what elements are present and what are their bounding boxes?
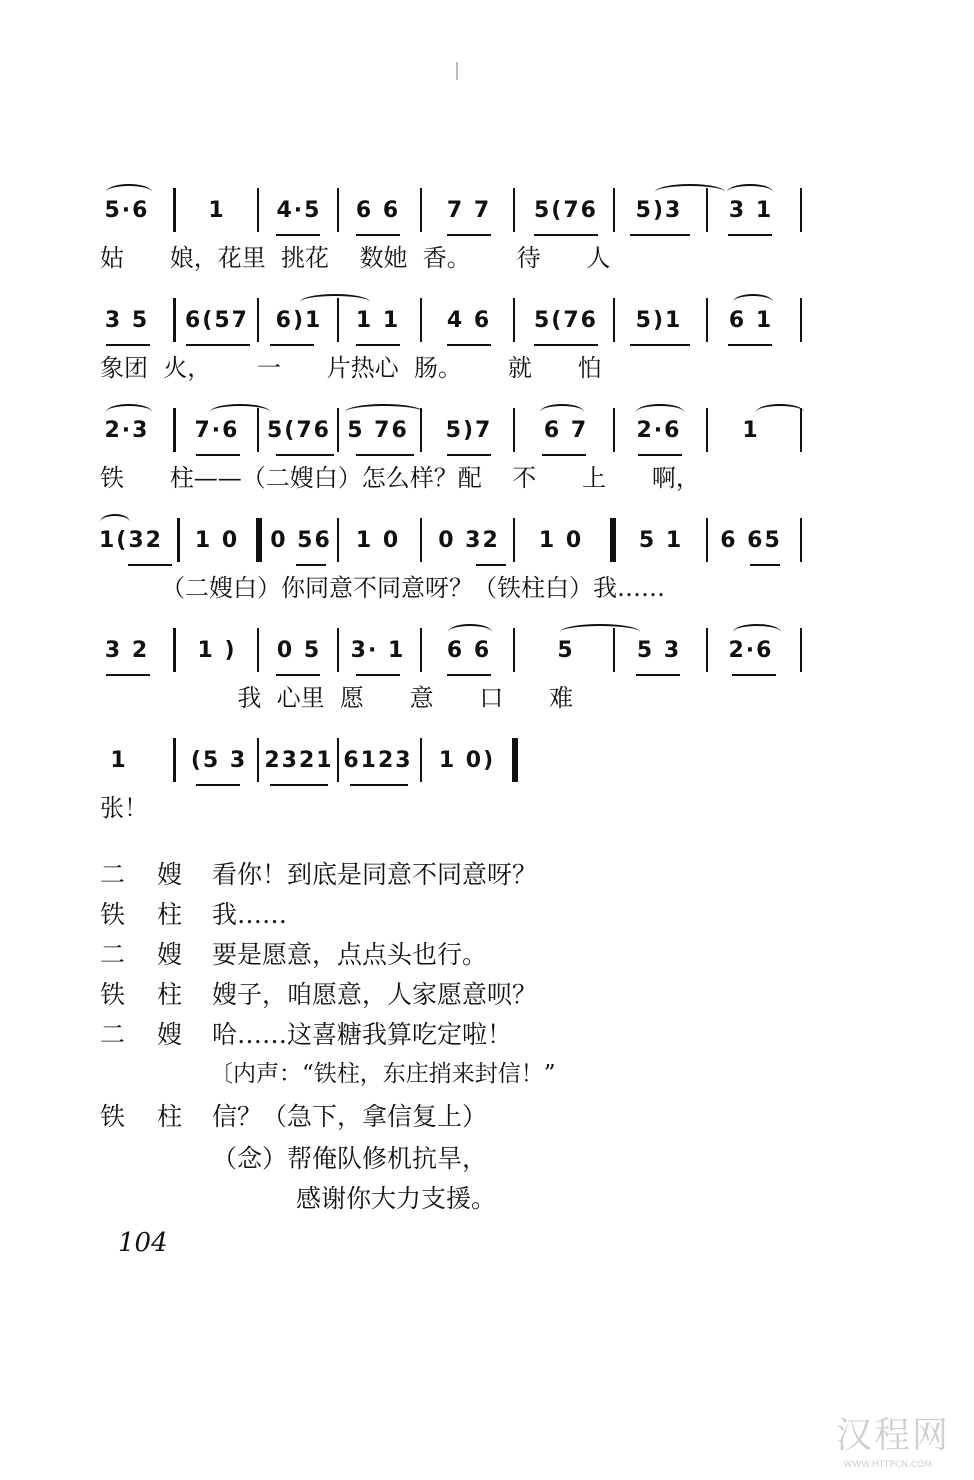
note-group: 6 7	[543, 418, 589, 443]
slur	[210, 404, 270, 420]
barline	[420, 298, 422, 342]
beam-line	[350, 784, 408, 786]
note-group: 6 1	[728, 308, 774, 333]
note-group: 4 6	[446, 308, 492, 333]
note-group: 6 6	[355, 198, 401, 223]
note-group: 7 7	[446, 198, 492, 223]
speaker-name: 二嫂	[100, 1020, 215, 1049]
speech-text: 哈……这喜糖我算吃定啦！	[212, 1020, 513, 1049]
stage-direction: 〔内声：“铁柱，东庄捎来封信！”	[210, 1061, 556, 1087]
speaker-name: 二嫂	[100, 940, 215, 969]
note-group: 6)1	[275, 308, 323, 333]
speech-text: 嫂子，咱愿意，人家愿意呗？	[212, 980, 538, 1009]
watermark-logo: 汉程网	[835, 1415, 950, 1456]
note-group: 5(76	[267, 418, 331, 443]
note-group: 5·6	[104, 198, 150, 223]
beam-line	[732, 674, 776, 676]
score-row-2	[0, 290, 974, 400]
barline	[800, 298, 802, 342]
barline	[706, 518, 708, 562]
beam-line	[728, 344, 772, 346]
note-group: 3 5	[104, 308, 150, 333]
barline	[800, 188, 802, 232]
beam-line	[447, 234, 491, 236]
speech-text: 要是愿意，点点头也行。	[212, 940, 488, 969]
watermark-url: WWW.HTTPCN.COM	[843, 1460, 932, 1470]
beam-line	[186, 344, 250, 346]
barline	[257, 738, 259, 782]
barline	[513, 628, 515, 672]
note-group: 2·6	[636, 418, 682, 443]
beam-line	[196, 784, 240, 786]
verse-line: 感谢你大力支援。	[296, 1184, 497, 1213]
page-number: 104	[118, 1228, 168, 1258]
score-row-5	[0, 620, 974, 730]
note-group: 1	[208, 198, 226, 223]
beam-line	[356, 454, 414, 456]
slur	[448, 624, 492, 640]
beam-line	[534, 344, 598, 346]
speaker-name: 二嫂	[100, 860, 215, 889]
barline	[800, 628, 802, 672]
note-group: 6 65	[720, 528, 782, 553]
slur	[345, 404, 423, 420]
speaker-name: 铁柱	[100, 980, 215, 1009]
speaker-name: 铁柱	[100, 1102, 215, 1131]
beam-line	[750, 564, 780, 566]
note-group: 5(76	[534, 198, 598, 223]
lyrics-line: 张！	[100, 794, 148, 822]
note-group: 6(57	[185, 308, 249, 333]
score-row-4	[0, 510, 974, 620]
barline	[513, 188, 515, 232]
verse-line: （念）帮俺队修机抗旱，	[212, 1144, 488, 1173]
notes-line	[0, 730, 974, 790]
beam-line	[296, 564, 326, 566]
beam-line	[270, 344, 314, 346]
barline	[613, 188, 615, 232]
note-group: 5)7	[445, 418, 493, 443]
note-group: 3· 1	[350, 638, 406, 663]
note-group: 4·5	[276, 198, 322, 223]
beam-line	[630, 344, 690, 346]
note-group: 3 2	[104, 638, 150, 663]
score-row-3	[0, 400, 974, 510]
lyrics-line: 铁 柱——（二嫂白）怎么样？配 不 上 啊，	[100, 464, 700, 492]
notes-line	[0, 180, 974, 240]
note-group: 6123	[343, 748, 413, 773]
lyrics-line: 我 心里 愿 意 口 难	[100, 684, 574, 712]
beam-line	[476, 564, 506, 566]
beam-line	[276, 454, 334, 456]
beam-line	[728, 234, 772, 236]
beam-line	[270, 784, 328, 786]
beam-line	[276, 234, 320, 236]
note-group: 0 5	[276, 638, 322, 663]
score-row-1	[0, 180, 974, 290]
note-group: 1 0	[355, 528, 401, 553]
barline	[257, 298, 259, 342]
barline	[513, 518, 515, 562]
note-group: 2·6	[728, 638, 774, 663]
barline	[173, 738, 176, 782]
beam-line	[106, 344, 150, 346]
beam-line	[534, 234, 598, 236]
beam-line	[638, 454, 682, 456]
barline	[173, 408, 176, 452]
note-group: 2·3	[104, 418, 150, 443]
beam-line	[447, 344, 491, 346]
final-barline	[512, 738, 518, 782]
note-group: 1 )	[197, 638, 237, 663]
slur	[106, 404, 152, 420]
speaker-name: 铁柱	[100, 900, 215, 929]
slur	[300, 294, 370, 310]
score-row-6	[0, 730, 974, 840]
beam-line	[542, 454, 586, 456]
notes-line	[0, 510, 974, 570]
notes-line	[0, 290, 974, 350]
beam-line	[128, 564, 172, 566]
barline	[800, 518, 802, 562]
note-group: 1	[110, 748, 128, 773]
barline	[257, 188, 259, 232]
note-group: 1 0	[194, 528, 240, 553]
barline	[173, 628, 176, 672]
barline	[173, 298, 176, 342]
beam-line	[356, 344, 400, 346]
barline	[420, 628, 422, 672]
note-group: 0 32	[438, 528, 500, 553]
barline	[513, 298, 515, 342]
note-group: 6 6	[446, 638, 492, 663]
beam-line	[636, 674, 680, 676]
barline	[173, 188, 176, 232]
slur	[106, 184, 152, 200]
notes-line	[0, 400, 974, 460]
note-group: 7·6	[194, 418, 240, 443]
note-group: 1 0)	[438, 748, 496, 773]
pencil-mark	[456, 62, 458, 80]
note-group: 5 3	[636, 638, 682, 663]
barline	[420, 738, 422, 782]
barline	[706, 408, 708, 452]
note-group: 5)3	[635, 198, 683, 223]
speech-text: 信？（急下，拿信复上）	[212, 1102, 488, 1131]
repeat-barline	[610, 518, 616, 562]
slur	[540, 404, 584, 420]
barline	[706, 298, 708, 342]
beam-line	[106, 674, 150, 676]
speech-text: 我……	[212, 900, 288, 929]
slur	[100, 514, 130, 530]
barline	[420, 188, 422, 232]
beam-line	[276, 674, 320, 676]
note-group: 5 1	[638, 528, 684, 553]
slur	[636, 404, 684, 420]
note-group: 5)1	[635, 308, 683, 333]
note-group: (5 3	[190, 748, 248, 773]
note-group: 2321	[264, 748, 334, 773]
barline	[420, 518, 422, 562]
beam-line	[196, 454, 240, 456]
slur	[756, 404, 804, 420]
lyrics-line: 象团 火， 一 片热心 肠。 就 怕	[100, 354, 602, 382]
note-group: 1	[742, 418, 760, 443]
barline	[613, 298, 615, 342]
slur	[733, 294, 773, 310]
barline	[513, 408, 515, 452]
beam-line	[356, 234, 400, 236]
note-group: 0 56	[270, 528, 332, 553]
note-group: 1(32	[99, 528, 163, 553]
notes-line	[0, 620, 974, 680]
note-group: 3 1	[728, 198, 774, 223]
note-group: 5	[557, 638, 575, 663]
lyrics-line: （二嫂白）你同意不同意呀？（铁柱白）我……	[100, 574, 666, 602]
speech-text: 看你！到底是同意不同意呀？	[212, 860, 538, 889]
barline	[706, 628, 708, 672]
beam-line	[447, 674, 491, 676]
note-group: 5 76	[347, 418, 409, 443]
beam-line	[447, 454, 491, 456]
slur	[655, 184, 725, 200]
lyrics-line: 姑 娘，花里 挑花 数她 香。 待 人	[100, 244, 611, 272]
slur	[733, 624, 781, 640]
beam-line	[356, 674, 400, 676]
slur	[727, 184, 773, 200]
beam-line	[630, 234, 690, 236]
note-group: 5(76	[534, 308, 598, 333]
note-group: 1 1	[355, 308, 401, 333]
barline	[613, 408, 615, 452]
slur	[560, 624, 640, 640]
barline	[257, 628, 259, 672]
note-group: 1 0	[538, 528, 584, 553]
